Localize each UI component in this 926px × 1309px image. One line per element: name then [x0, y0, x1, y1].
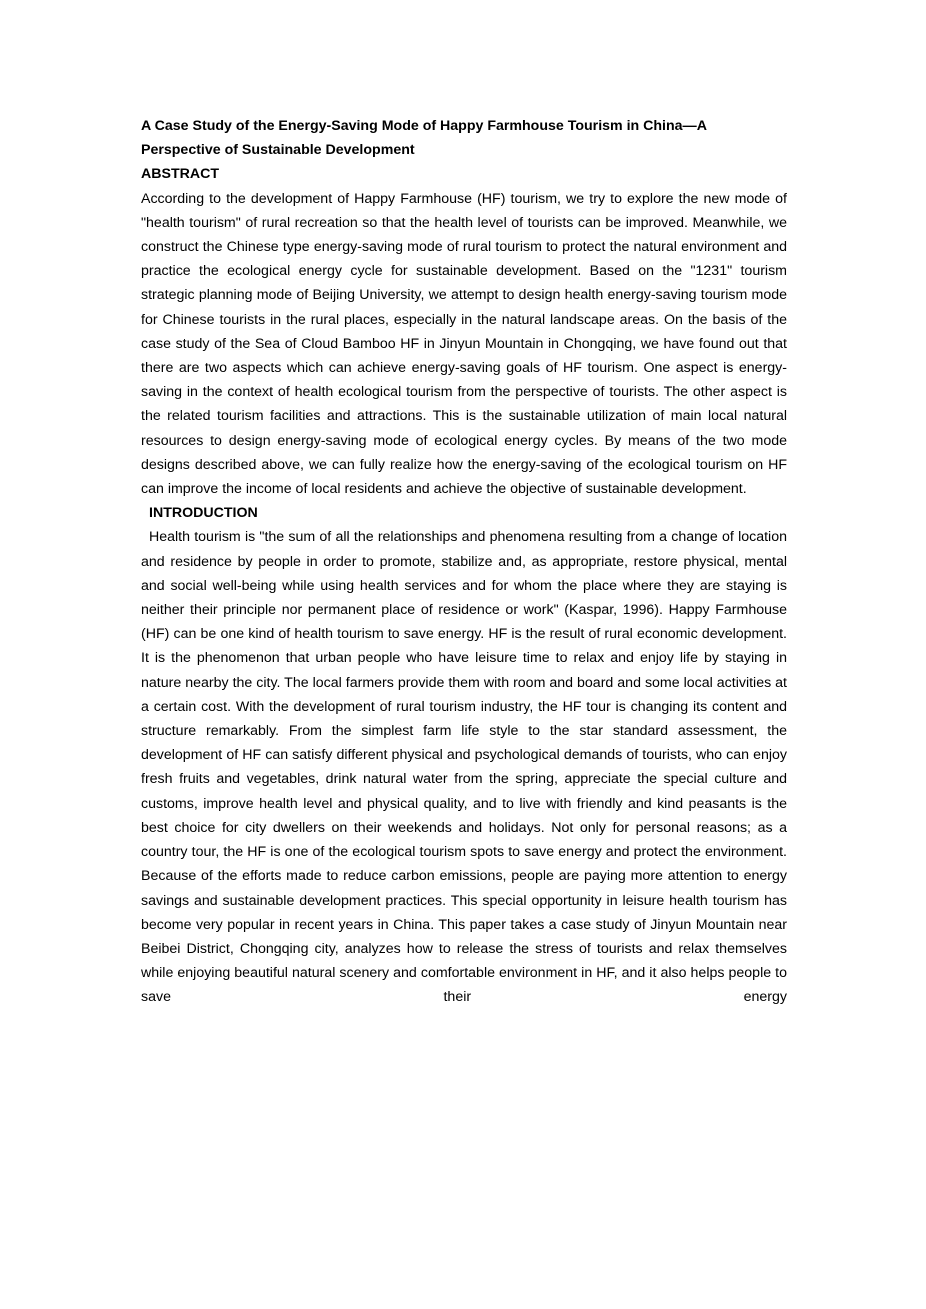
document-title: A Case Study of the Energy-Saving Mode of Happy Farmhouse Tourism in China—A Perspective of Sustainable Development — [141, 118, 707, 159]
abstract-paragraph: According to the development of Happy Farmhouse (HF) tourism, we try to explore the new mode of "health tourism" of rural recreation so that the health level of tourists can be improved. Meanwhile, we construct the Chinese type energy-saving mode of rural tourism to protect the natural environment and practice the ecological energy cycle for sustainable development. Based on the "1231" tourism strategic planning mode of Beijing University, we attempt to design health energy-saving tourism mode for Chinese tourists in the rural places, especially in the natural landscape areas. On the basis of the case study of the Sea of Cloud Bamboo HF in Jinyun Mountain in Chongqing, we have found out that there are two aspects which can achieve energy-saving goals of HF tourism. One aspect is energy-saving in the context of health ecological tourism from the perspective of tourists. The other aspect is the related tourism facilities and attractions. This is the sustainable utilization of main local natural resources to design energy-saving mode of ecological energy cycles. By means of the two mode designs described above, we can fully realize how the energy-saving of the ecological tourism on HF can improve the income of local residents and achieve the objective of sustainable development. — [141, 190, 787, 498]
document-page — [141, 114, 787, 1010]
abstract-heading: ABSTRACT — [141, 166, 220, 183]
introduction-paragraph: Health tourism is "the sum of all the relationships and phenomena resulting from a change of location and residence by people in order to promote, stabilize and, as appropriate, restore physical, mental and social well-being while using health services and for whom the place where they are staying is neither their principle nor permanent place of residence or work" (Kaspar, 1996). Happy Farmhouse (HF) can be one kind of health tourism to save energy. HF is the result of rural economic development. It is the phenomenon that urban people who have leisure time to relax and enjoy life by staying in nature nearby the city. The local farmers provide them with room and board and some local activities at a certain cost. With the development of rural tourism industry, the HF tour is changing its content and structure remarkably. From the simplest farm life style to the star standard assessment, the development of HF can satisfy different physical and psychological demands of tourists, who can enjoy fresh fruits and vegetables, drink natural water from the spring, appreciate the special culture and customs, improve health level and physical quality, and to live with friendly and kind peasants is the best choice for city dwellers on their weekends and holidays. Not only for personal reasons; as a country tour, the HF is one of the ecological tourism spots to save energy and protect the environment. Because of the efforts made to reduce carbon emissions, people are paying more attention to energy savings and sustainable development practices. This special opportunity in leisure health tourism has become very popular in recent years in China. This paper takes a case study of Jinyun Mountain near Beibei District, Chongqing city, analyzes how to release the stress of tourists and relax themselves while enjoying beautiful natural scenery and comfortable environment in HF, and it also helps people to save their energy — [141, 529, 787, 1006]
introduction-heading: INTRODUCTION — [149, 505, 258, 522]
